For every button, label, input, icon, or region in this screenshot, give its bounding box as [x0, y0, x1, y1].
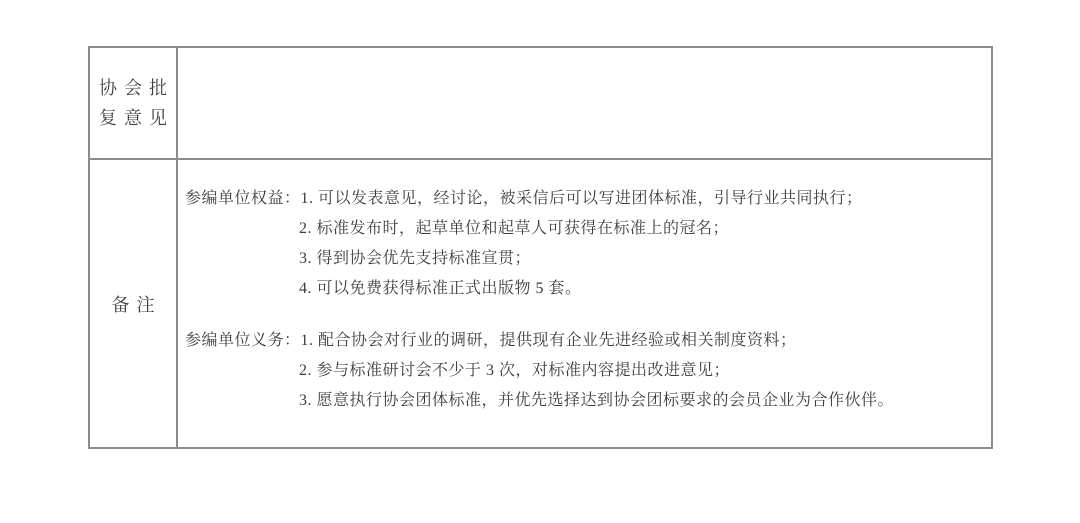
remarks-label-cell — [90, 160, 178, 447]
approval-opinion-label-cell — [90, 48, 178, 160]
rights-item-4: 4. 可以免费获得标准正式出版物 5 套。 — [299, 280, 582, 297]
obligations-section — [185, 326, 977, 416]
approval-remarks-table — [88, 46, 993, 449]
rights-item-1: 1. 可以发表意见，经讨论，被采信后可以写进团体标准，引导行业共同执行； — [300, 190, 863, 207]
rights-section — [185, 184, 977, 304]
obligations-item-1: 1. 配合协会对行业的调研，提供现有企业先进经验或相关制度资料； — [300, 332, 797, 349]
remarks-label: 备注 — [111, 294, 162, 315]
rights-line-1 — [185, 184, 977, 214]
obligations-item-2: 2. 参与标准研讨会不少于 3 次，对标准内容提出改进意见； — [299, 362, 731, 379]
approval-opinion-label-line2: 复意见 — [99, 108, 174, 128]
remarks-content-cell — [178, 160, 991, 447]
approval-opinion-label-line1: 协会批 — [99, 78, 174, 98]
rights-item-2: 2. 标准发布时，起草单位和起草人可获得在标准上的冠名； — [299, 220, 730, 237]
obligations-line-1 — [185, 326, 977, 356]
obligations-item-3: 3. 愿意执行协会团体标准，并优先选择达到协会团标要求的会员企业为合作伙伴。 — [299, 392, 895, 409]
approval-opinion-content-cell — [178, 48, 991, 160]
rights-item-3: 3. 得到协会优先支持标准宣贯； — [299, 250, 532, 267]
obligations-heading: 参编单位义务： — [185, 332, 301, 349]
rights-heading: 参编单位权益： — [185, 190, 301, 207]
approval-opinion-label — [99, 73, 174, 133]
